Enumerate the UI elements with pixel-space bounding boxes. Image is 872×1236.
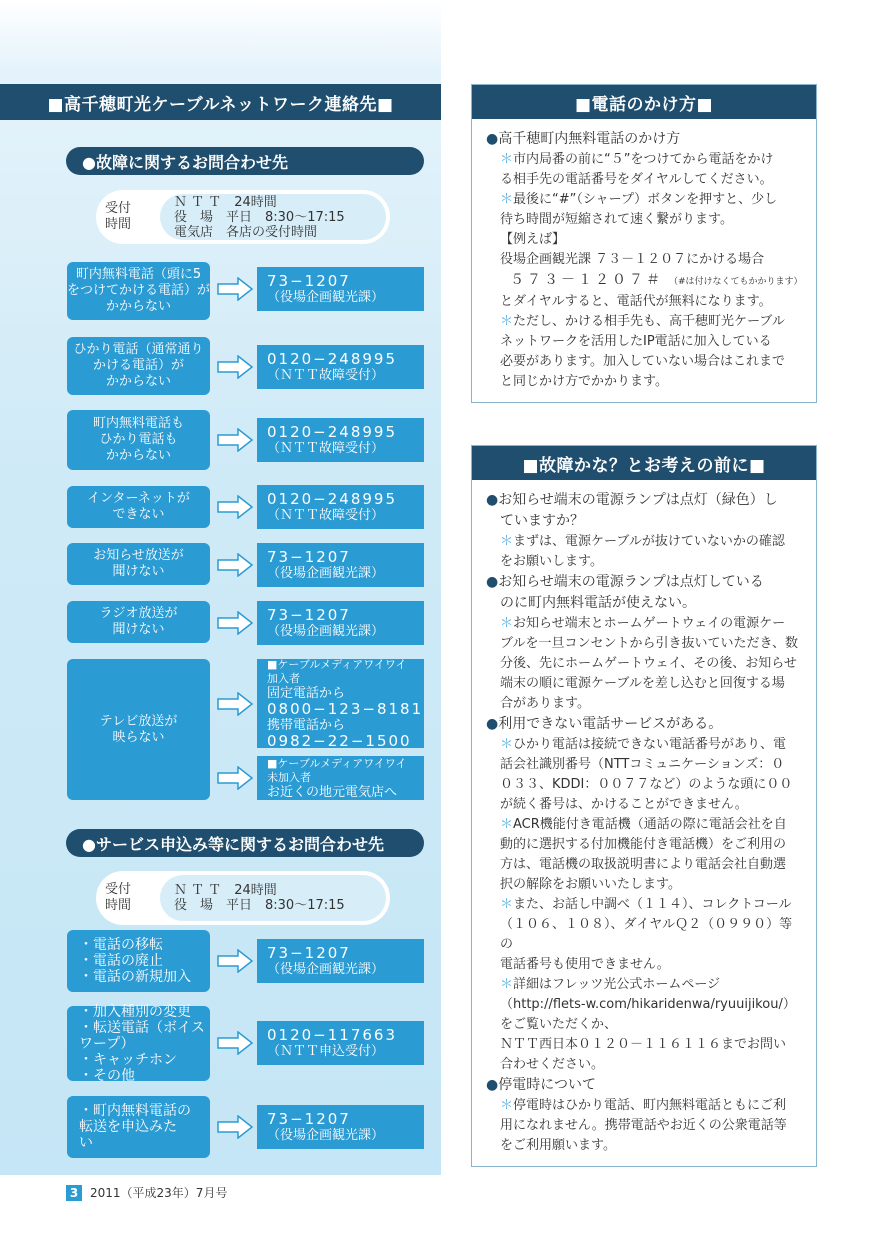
instruction-text: 市内局番の前に“５”をつけてから電話をかけ xyxy=(513,152,774,167)
arrow-right-icon xyxy=(216,1115,254,1139)
instruction-line xyxy=(486,270,804,292)
note-text: 詳細はフレッツ光公式ホームページ xyxy=(513,977,721,992)
arrow-right-icon xyxy=(216,277,254,301)
troubleshoot-note xyxy=(486,532,804,552)
hours-label xyxy=(98,201,138,233)
instruction-line xyxy=(486,332,804,352)
instruction-text: とダイヤルすると、電話代が無料になります。 xyxy=(500,294,772,309)
problem-line: かからない xyxy=(105,374,171,389)
asterisk-icon: ＊ xyxy=(500,314,514,329)
note-text: 合があります。 xyxy=(500,696,590,711)
problem-line: い xyxy=(79,1135,93,1151)
note-text: 合わせください。 xyxy=(500,1057,605,1072)
contact-number: 73−1207 xyxy=(267,1110,351,1128)
troubleshoot-note xyxy=(486,1055,804,1075)
problem-box-tv xyxy=(67,659,210,800)
note-text: まずは、電源ケーブルが抜けていないかの確認 xyxy=(513,534,785,549)
page-number: 3 xyxy=(66,1185,82,1201)
contact-department: （ＮＴＴ故障受付） xyxy=(267,441,385,456)
problem-line: ・電話の移転 xyxy=(79,937,163,953)
problem-line: 聞けない xyxy=(112,622,165,637)
instruction-line xyxy=(486,190,804,210)
hours-label xyxy=(98,882,138,914)
note-text: が続く番号は、かけることができません。 xyxy=(500,797,748,812)
note-text: をご利用願います。 xyxy=(500,1138,616,1153)
contact-line: お近くの地元電気店へ xyxy=(267,784,398,800)
hours-label-line: 受付 xyxy=(104,201,131,216)
instruction-text: る相手先の電話番号をダイヤルしてください。 xyxy=(500,172,773,187)
troubleshoot-item xyxy=(486,572,804,593)
hours-detail xyxy=(160,194,386,240)
contact-department: （ＮＴＴ故障受付） xyxy=(267,508,385,523)
contact-department: （ＮＴＴ申込受付） xyxy=(267,1044,385,1059)
arrow-right-icon xyxy=(216,428,254,452)
troubleshoot-note xyxy=(486,795,804,815)
note-text: お知らせ端末とホームゲートウェイの電源ケー xyxy=(513,616,786,631)
troubleshoot-note xyxy=(486,1015,804,1035)
problem-line: 転送を申込みた xyxy=(79,1119,177,1135)
problem-line: ひかり電話（通常通り xyxy=(73,342,204,357)
instruction-line xyxy=(486,352,804,372)
troubleshoot-note xyxy=(486,674,804,694)
contact-department: （ＮＴＴ故障受付） xyxy=(267,368,385,383)
problem-line: ・電話の新規加入 xyxy=(79,969,191,985)
instruction-text: 必要があります。加入していない場合はこれまで xyxy=(500,354,785,369)
problem-line: ラジオ放送が xyxy=(99,606,178,621)
problem-line: インターネットが xyxy=(87,491,190,506)
asterisk-icon: ＊ xyxy=(500,817,514,832)
problem-box xyxy=(67,1003,210,1084)
contact-line: 固定電話から xyxy=(267,685,346,701)
troubleshoot-note xyxy=(486,855,804,875)
note-text: 話会社識別番号（NTTコミュニケーションズ：０ xyxy=(500,757,785,772)
troubleshoot-text: 利用できない電話サービスがある。 xyxy=(498,716,723,732)
note-text: また、お話し中調べ（１１４）、コレクトコール xyxy=(513,897,792,912)
contact-number: 0120−248995 xyxy=(267,423,398,441)
troubleshoot-note xyxy=(486,915,804,955)
note-text: ＮＴＴ西日本０１２０－１１６１１６までお問い xyxy=(500,1037,787,1052)
troubleshoot-note xyxy=(486,975,804,995)
contact-box xyxy=(257,485,424,529)
troubleshoot-body xyxy=(472,480,816,1166)
asterisk-icon: ＊ xyxy=(500,1098,514,1113)
network-contacts-header: ■高千穂町光ケーブルネットワーク連絡先■ xyxy=(0,84,441,120)
note-text: 分後、先にホームゲートウェイ、その後、お知らせ xyxy=(500,656,797,671)
arrow-right-icon xyxy=(216,949,254,973)
arrow-right-icon xyxy=(216,766,254,790)
troubleshoot-note xyxy=(486,995,804,1015)
note-text: 電話番号も使用できません。 xyxy=(500,957,670,972)
note-text: 択の解除をお願いいたします。 xyxy=(500,877,681,892)
note-text: 停電時はひかり電話、町内無料電話ともにご利 xyxy=(513,1098,787,1113)
troubleshoot-note xyxy=(486,654,804,674)
instruction-text: ネットワークを活用したIP電話に加入している xyxy=(500,334,772,349)
contact-box xyxy=(257,345,424,389)
note-text: ACR機能付き電話機（通話の際に電話会社を自 xyxy=(513,817,787,832)
note-text: （１０６、１０８）、ダイヤルＱ２（０９９０）等の xyxy=(500,917,793,952)
contact-box xyxy=(257,1021,424,1065)
note-text: 方は、電話機の取扱説明書により電話会社自動選 xyxy=(500,857,787,872)
troubleshoot-note xyxy=(486,1096,804,1116)
troubleshoot-text: お知らせ端末の電源ランプは点灯している xyxy=(498,574,764,590)
problem-box xyxy=(67,1096,210,1158)
instruction-line xyxy=(486,230,804,250)
hours-label-line: 受付 xyxy=(104,882,131,897)
contact-box-non-subscriber xyxy=(257,756,424,800)
arrow-right-icon xyxy=(216,553,254,577)
instruction-text: 【例えば】 xyxy=(500,232,566,247)
problem-line: かからない xyxy=(105,448,171,463)
asterisk-icon: ＊ xyxy=(500,897,514,912)
instruction-line xyxy=(486,210,804,230)
contact-number: 73−1207 xyxy=(267,272,351,290)
problem-line: テレビ放送が xyxy=(99,713,178,729)
troubleshoot-note xyxy=(486,815,804,835)
hours-line: Ｎ Ｔ Ｔ 24時間 xyxy=(174,194,277,210)
contact-number: 0800−123−8181 xyxy=(267,699,424,718)
problem-line: 町内無料電話も xyxy=(92,416,184,431)
note-text: ひかり電話は接続できない電話番号があり、電 xyxy=(513,737,787,752)
fault-inquiries-heading: ●故障に関するお問合わせ先 xyxy=(66,147,424,175)
service-inquiries-heading: ●サービス申込み等に関するお問合わせ先 xyxy=(66,829,424,857)
hours-label-line: 時間 xyxy=(104,217,131,232)
contact-department: （役場企画観光課） xyxy=(267,624,385,639)
troubleshoot-text: のに町内無料電話が使えない。 xyxy=(500,595,696,611)
troubleshoot-note xyxy=(486,835,804,855)
asterisk-icon: ＊ xyxy=(500,616,514,631)
problem-line: をつけてかける電話）が xyxy=(67,283,211,298)
arrow-right-icon xyxy=(216,495,254,519)
contact-box xyxy=(257,418,424,462)
troubleshoot-note xyxy=(486,634,804,654)
asterisk-icon: ＊ xyxy=(500,192,514,207)
contact-line: 携帯電話から xyxy=(267,717,346,733)
instruction-remark: （#は付けなくてもかかります） xyxy=(669,277,803,287)
problem-line: 町内無料電話（頭に5 xyxy=(75,267,202,282)
asterisk-icon: ＊ xyxy=(500,977,514,992)
problem-box xyxy=(67,930,210,992)
note-text: 用になれません。携帯電話やお近くの公衆電話等 xyxy=(500,1118,787,1133)
problem-box xyxy=(67,601,210,643)
troubleshoot-note xyxy=(486,875,804,895)
arrow-right-icon xyxy=(216,611,254,635)
troubleshoot-note xyxy=(486,895,804,915)
hours-line: 電気店 各店の受付時間 xyxy=(174,224,318,240)
problem-line: ・町内無料電話の xyxy=(79,1103,191,1119)
contact-line: ■ケーブルメディアワイワイ加入者 xyxy=(267,657,407,685)
hours-label-line: 時間 xyxy=(104,898,131,913)
instruction-line xyxy=(486,372,804,392)
problem-box xyxy=(67,486,210,528)
service-hours xyxy=(96,871,390,925)
troubleshoot-item xyxy=(486,1075,804,1096)
instruction-line xyxy=(486,312,804,332)
troubleshoot-item xyxy=(486,511,804,532)
instruction-text: と同じかけ方でかかります。 xyxy=(500,374,668,389)
instruction-text: 待ち時間が短縮されて速く繋がります。 xyxy=(500,212,733,227)
problem-line: できない xyxy=(112,507,165,522)
instruction-text: ただし、かける相手先も、高千穂町光ケーブル xyxy=(513,314,785,329)
problem-line: ・加入種別の変更 xyxy=(79,1003,191,1020)
asterisk-icon: ＊ xyxy=(500,534,514,549)
contact-number: 73−1207 xyxy=(267,548,351,566)
fault-hours xyxy=(96,190,390,244)
troubleshoot-note xyxy=(486,694,804,714)
contact-box-subscriber xyxy=(257,659,424,748)
contact-number: 0120−248995 xyxy=(267,350,398,368)
troubleshoot-note xyxy=(486,1136,804,1156)
instruction-text: 最後に“#”（シャープ）ボタンを押すと、少し xyxy=(513,192,778,207)
troubleshoot-item xyxy=(486,714,804,735)
contact-number: 73−1207 xyxy=(267,944,351,962)
problem-line: かける電話）が xyxy=(92,358,184,373)
hours-detail xyxy=(160,875,386,921)
problem-box xyxy=(67,410,210,470)
issue-date: 2011（平成23年）7月号 xyxy=(90,1186,228,1200)
problem-line: ・その他 xyxy=(79,1067,135,1084)
note-text: ０３３、KDDI：００７７など）のような頭に００ xyxy=(500,777,793,792)
problem-box xyxy=(67,543,210,585)
how-to-call-header: ■電話のかけ方■ xyxy=(472,85,816,119)
troubleshoot-item xyxy=(486,490,804,511)
troubleshoot-note xyxy=(486,755,804,775)
contact-line: ■ケーブルメディアワイワイ未加入者 xyxy=(267,756,407,784)
arrow-right-icon xyxy=(216,355,254,379)
contact-number: 0120−117663 xyxy=(267,1026,398,1044)
problem-line: 映らない xyxy=(112,729,165,745)
hours-line: 役 場 平日 8:30～17:15 xyxy=(174,898,345,913)
contact-number: 0120−248995 xyxy=(267,490,398,508)
contact-department: （役場企画観光課） xyxy=(267,290,385,305)
footer xyxy=(66,1184,227,1201)
asterisk-icon: ＊ xyxy=(500,737,514,752)
contact-box xyxy=(257,601,424,645)
contact-box xyxy=(257,543,424,587)
note-text: をご覧いただくか、 xyxy=(500,1017,618,1032)
arrow-right-icon xyxy=(216,1031,254,1055)
instruction-line xyxy=(486,292,804,312)
contact-box xyxy=(257,1105,424,1149)
hours-line: Ｎ Ｔ Ｔ 24時間 xyxy=(174,883,277,898)
troubleshoot-note xyxy=(486,1116,804,1136)
contact-department: （役場企画観光課） xyxy=(267,962,385,977)
contact-box xyxy=(257,267,424,311)
problem-line: お知らせ放送が xyxy=(93,548,184,563)
how-to-call-box xyxy=(471,84,817,403)
troubleshoot-text: ていますか？ xyxy=(500,513,584,529)
bullet-text: 高千穂町内無料電話のかけ方 xyxy=(498,131,681,147)
troubleshoot-note xyxy=(486,1035,804,1055)
troubleshoot-text: 停電時について xyxy=(498,1077,596,1093)
note-text: 端末の順に電源ケーブルを差し込むと回復する場 xyxy=(500,676,785,691)
instruction-line xyxy=(486,150,804,170)
problem-box xyxy=(67,262,210,320)
contact-box xyxy=(257,939,424,983)
troubleshoot-item xyxy=(486,593,804,614)
problem-line: ひかり電話も xyxy=(99,432,178,447)
instruction-text: 役場企画観光課 ７３－１２０７にかける場合 xyxy=(500,252,765,267)
asterisk-icon: ＊ xyxy=(500,152,514,167)
instruction-line xyxy=(486,250,804,270)
troubleshoot-text: お知らせ端末の電源ランプは点灯（緑色）し xyxy=(498,492,778,508)
contact-number: 0982−22−1500 xyxy=(267,731,412,750)
note-text: ブルを一旦コンセントから引き抜いていただき、数 xyxy=(500,636,798,651)
contact-department: （役場企画観光課） xyxy=(267,566,385,581)
note-text: 動的に選択する付加機能付き電話機）をご利用の xyxy=(500,837,787,852)
arrow-right-icon xyxy=(216,692,254,716)
contact-department: （役場企画観光課） xyxy=(267,1128,385,1143)
contact-panel xyxy=(0,0,441,1175)
troubleshoot-header: ■故障かな？とお考えの前に■ xyxy=(472,446,816,480)
problem-box xyxy=(67,337,210,395)
problem-line: ・電話の廃止 xyxy=(79,953,163,969)
hours-line: 役 場 平日 8:30～17:15 xyxy=(174,209,345,225)
problem-line: かからない xyxy=(105,299,171,314)
troubleshoot-note xyxy=(486,735,804,755)
note-text: （http://flets-w.com/hikaridenwa/ryuuijikou/） xyxy=(500,997,796,1012)
note-text: をお願いします。 xyxy=(500,554,603,569)
contact-number: 73−1207 xyxy=(267,606,351,624)
how-to-call-body xyxy=(472,119,816,402)
troubleshoot-note xyxy=(486,552,804,572)
bullet-heading xyxy=(486,129,804,150)
problem-line: ・キャッチホン xyxy=(79,1051,177,1068)
problem-line: ・転送電話（ボイスワープ） xyxy=(79,1019,205,1052)
instruction-line xyxy=(486,170,804,190)
troubleshoot-note xyxy=(486,955,804,975)
troubleshoot-note xyxy=(486,614,804,634)
instruction-text: ５７３－１２０７＃ xyxy=(510,272,663,288)
troubleshoot-note xyxy=(486,775,804,795)
troubleshoot-box xyxy=(471,445,817,1167)
problem-line: 聞けない xyxy=(112,564,165,579)
